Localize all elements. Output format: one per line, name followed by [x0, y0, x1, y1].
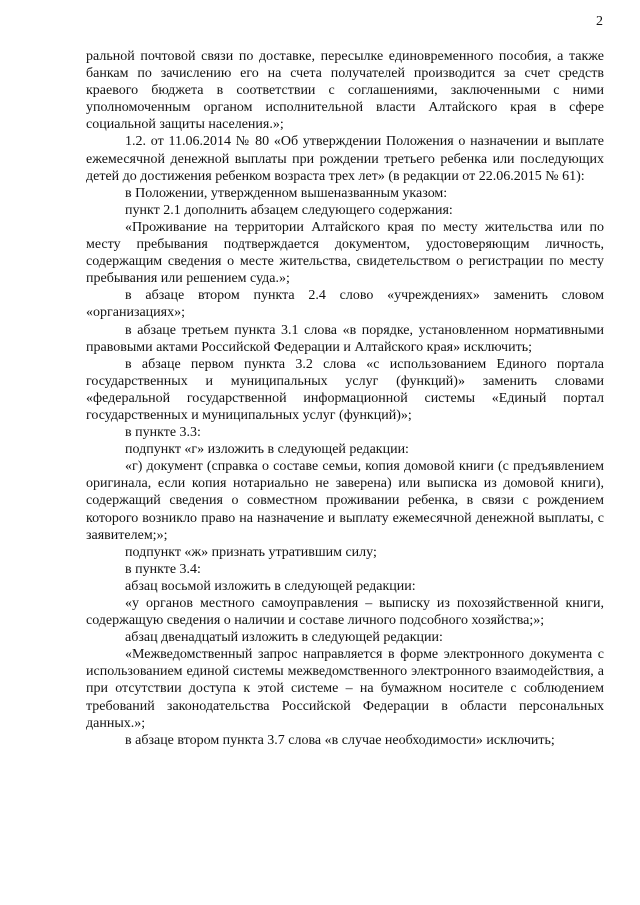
paragraph: в абзаце втором пункта 3.7 слова «в случае необходимости» исключить; — [125, 732, 555, 748]
paragraph: пункт 2.1 дополнить абзацем следующего содержания: — [125, 202, 453, 218]
paragraph: в Положении, утвержденном вышеназванным указом: — [125, 185, 448, 201]
paragraph: в пункте 3.3: — [125, 425, 201, 441]
paragraph: подпункт «ж» признать утратившим силу; — [125, 544, 377, 560]
paragraph: в абзаце втором пункта 2.4 слово «учреждениях» заменить словом «организациях»; — [86, 288, 604, 321]
document-body — [86, 48, 604, 749]
paragraph: 1.2. от 11.06.2014 № 80 «Об утверждении Положения о назначении и выплате ежемесячной денежной выплаты при рождении третьего ребенка или последующих детей до достижения ребенком возраста трех лет» (в редакции от 22.06.2015 № 61): — [86, 134, 604, 184]
paragraph: «Проживание на территории Алтайского края по месту жительства или по месту пребывания подтверждается документом, удостоверяющим личность, содержащим сведения о месте жительства, свидетельством о регистрации по месту пребывания или решением суда.»; — [86, 219, 604, 287]
paragraph: «Межведомственный запрос направляется в форме электронного документа с использованием единой системы межведомственного электронного взаимодействия, а при отсутствии доступа к этой системе – на бумажном носителе с соблюдением требований законодательства Российской Федерации в области персональных данных.»; — [86, 647, 604, 731]
paragraph: абзац восьмой изложить в следующей редакции: — [125, 578, 416, 594]
paragraph: «у органов местного самоуправления – выписку из похозяйственной книги, содержащую сведения о наличии и составе личного подсобного хозяйства;»; — [86, 596, 604, 629]
paragraph: «г) документ (справка о составе семьи, копия домовой книги (с предъявлением оригинала, если копия нотариально не заверена) или выписка из домовой книги), содержащий сведения о совместном проживании ребенка, в связи с рождением которого возникло право на назначение и выплату ежемесячной денежной выплаты, с заявителем;»; — [86, 459, 604, 543]
paragraph: ральной почтовой связи по доставке, пересылке единовременного пособия, а также банкам по зачислению его на счета получателей производится за счет средств краевого бюджета в соответствии с соглашениями, заключенными с ними уполномоченным органом исполнительной власти Алтайского края в сфере социальной защиты населения.»; — [86, 49, 604, 133]
paragraph: в абзаце третьем пункта 3.1 слова «в порядке, установленном нормативными правовыми актами Российской Федерации и Алтайского края» исключить; — [86, 322, 604, 355]
paragraph: в абзаце первом пункта 3.2 слова «с использованием Единого портала государственных и муниципальных услуг (функций)» заменить словами «федеральной государственной информационной системы «Единый портал государственных и муниципальных услуг (функций)»; — [86, 356, 604, 423]
paragraph: в пункте 3.4: — [125, 561, 201, 577]
paragraph: подпункт «г» изложить в следующей редакции: — [125, 442, 409, 458]
paragraph: абзац двенадцатый изложить в следующей редакции: — [125, 630, 443, 646]
page-number: 2 — [596, 14, 603, 29]
